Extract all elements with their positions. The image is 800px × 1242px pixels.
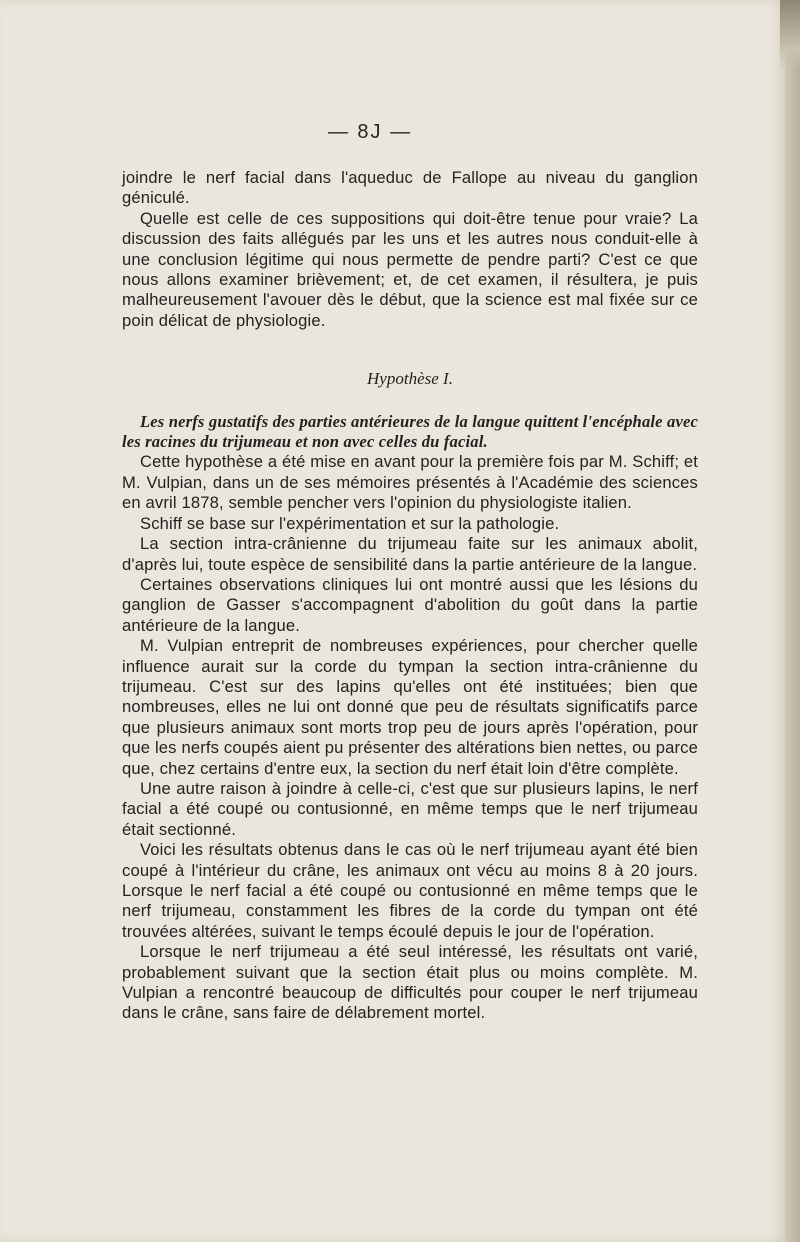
section-subtitle: Les nerfs gustatifs des parties antérieures de la langue quittent l'encéphale avec les racines du trijumeau et non avec celles du facial. [122, 411, 698, 452]
paragraph-continuation: joindre le nerf facial dans l'aqueduc de Fallope au niveau du ganglion géniculé. [122, 168, 698, 208]
paragraph: Lorsque le nerf trijumeau a été seul intéressé, les résultats ont varié, probablement suivant que la section était plus ou moins complète. M. Vulpian a rencontré beaucoup de difficultés pour couper le nerf trijumeau dans le crâne, sans faire de délabrement mortel. [122, 942, 698, 1023]
section-heading: Hypothèse I. [367, 369, 453, 389]
paragraph: Cette hypothèse a été mise en avant pour la première fois par M. Schiff; et M. Vulpian, dans un de ses mémoires présentés à l'Académie des sciences en avril 1878, semble pencher vers l'opinion du physiologiste italien. [122, 452, 698, 513]
body-text [122, 168, 698, 1024]
paragraph: Une autre raison à joindre à celle-ci, c'est que sur plusieurs lapins, le nerf facial a été coupé ou contusionné, en même temps que le nerf trijumeau était sectionné. [122, 778, 698, 839]
page-corner-shadow [780, 0, 800, 70]
paragraph: Certaines observations cliniques lui ont montré aussi que les lésions du ganglion de Gasser s'accompagnent d'abolition du goût dans la partie antérieure de la langue. [122, 574, 698, 635]
paragraph: La section intra-crânienne du trijumeau faite sur les animaux abolit, d'après lui, toute espèce de sensibilité dans la partie antérieure de la langue. [122, 534, 698, 574]
paragraph: Quelle est celle de ces suppositions qui doit-être tenue pour vraie? La discussion des faits allégués par les uns et les autres nous conduit-elle à une conclusion légitime qui nous permette de pendre parti? C'est ce que nous allons examiner brièvement; et, de cet examen, il résultera, je puis malheureusement l'avouer dès le début, que la science est mal fixée sur ce poin délicat de physiologie. [122, 208, 698, 330]
paragraph: M. Vulpian entreprit de nombreuses expériences, pour chercher quelle influence aurait sur la corde du tympan la section intra-crânienne du trijumeau. C'est sur des lapins qu'elles ont été instituées; bien que nombreuses, elles ne lui ont donné que peu de résultats significatifs parce que plusieurs animaux sont morts trop peu de jours après l'opération, pour que les nerfs coupés aient pu présenter des altérations bien nettes, ou parce que, chez certains d'entre eux, la section du nerf était loin d'être complète. [122, 636, 698, 778]
paragraph: Schiff se base sur l'expérimentation et sur la pathologie. [140, 513, 560, 533]
page-number: — 8J — [327, 121, 413, 143]
page-edge [785, 0, 800, 1242]
paragraph: Voici les résultats obtenus dans le cas où le nerf trijumeau ayant été bien coupé à l'intérieur du crâne, les animaux ont vécu au moins 8 à 20 jours. Lorsque le nerf facial a été coupé ou contusionné en même temps que le nerf trijumeau, constamment les fibres de la corde du tympan ont été trouvées altérées, suivant le temps écoulé depuis le jour de l'opération. [122, 840, 698, 941]
